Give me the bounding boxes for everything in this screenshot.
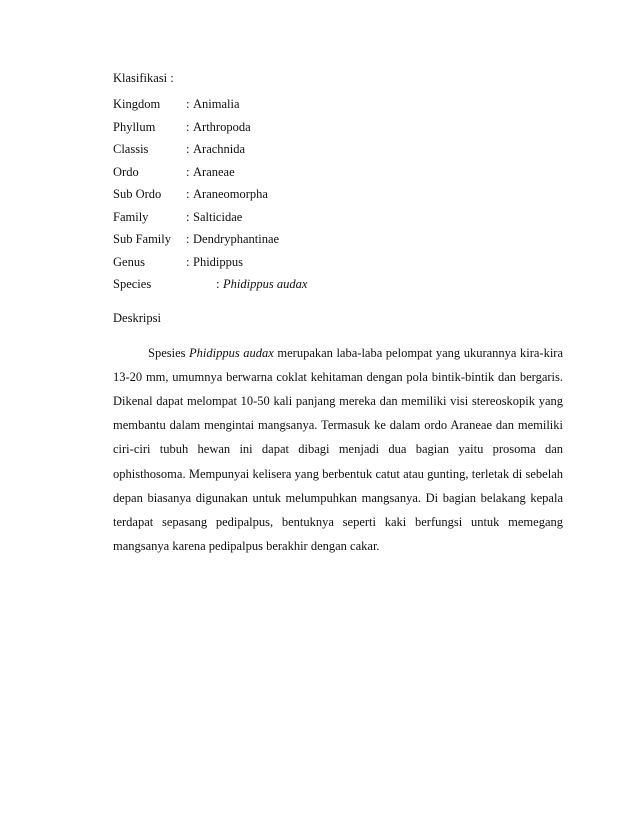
description-body: merupakan laba-laba pelompat yang ukurannya kira-kira 13-20 mm, umumnya berwarna coklat kehitaman dengan pola bintik-bintik dan bergaris. Dikenal dapat melompat 10-50 kali panjang mereka dan memiliki visi stereoskopik yang membantu dalam mengintai mangsanya. Termasuk ke dalam ordo Araneae dan memiliki ciri-ciri tubuh hewan ini dapat dibagi menjadi dua bagian yaitu prosoma dan ophisthosoma. Mempunyai kelisera yang berbentuk catut atau gunting, terletak di sebelah depan biasanya digunakan untuk melumpuhkan mangsanya. Di bagian belakang kepala terdapat sepasang pedipalpus, bentuknya seperti kaki berfungsi untuk memegang mangsanya karena pedipalpus berakhir dengan cakar.: [113, 345, 564, 554]
rank-label: Classis: [113, 142, 149, 156]
separator: :: [186, 142, 190, 156]
rank-label: Genus: [113, 254, 145, 269]
separator: :: [186, 164, 190, 179]
classification-row-species: [113, 276, 533, 299]
rank-value: Animalia: [193, 97, 240, 111]
classification-row-ordo: [113, 164, 533, 187]
classification-row-genus: [113, 254, 533, 277]
description-species-name: Phidippus audax: [189, 345, 274, 360]
separator: :: [186, 209, 190, 224]
classification-row-kingdom: [113, 96, 533, 119]
classification-row-family: [113, 209, 533, 232]
separator: :: [186, 187, 190, 201]
separator: :: [186, 232, 190, 246]
separator: :: [186, 119, 190, 134]
description-heading: Deskripsi: [113, 311, 161, 325]
rank-value: Dendryphantinae: [193, 232, 280, 246]
rank-label: Ordo: [113, 164, 139, 179]
rank-value: Arthropoda: [193, 119, 251, 134]
rank-label: Phyllum: [113, 119, 156, 134]
rank-label: Sub Ordo: [113, 187, 162, 201]
separator: :: [186, 97, 190, 111]
description-lead: Spesies: [148, 345, 186, 360]
rank-value: Phidippus: [193, 254, 244, 269]
rank-value: Araneomorpha: [193, 187, 268, 201]
rank-label: Sub Family: [113, 232, 171, 246]
rank-value: Salticidae: [193, 209, 243, 224]
rank-value: Arachnida: [193, 142, 246, 156]
rank-label: Species: [113, 277, 152, 291]
separator: :: [216, 277, 220, 291]
rank-label: Family: [113, 209, 149, 224]
classification-row-sub-family: [113, 231, 533, 254]
classification-row-phyllum: [113, 119, 533, 142]
rank-value: Phidippus audax: [223, 277, 308, 291]
rank-value: Araneae: [193, 164, 235, 179]
separator: :: [186, 254, 190, 269]
classification-heading: Klasifikasi :: [113, 71, 174, 85]
description-paragraph: [113, 341, 563, 559]
rank-label: Kingdom: [113, 97, 161, 111]
classification-row-classis: [113, 141, 533, 164]
classification-table: [113, 96, 533, 299]
classification-row-sub-ordo: [113, 186, 533, 209]
